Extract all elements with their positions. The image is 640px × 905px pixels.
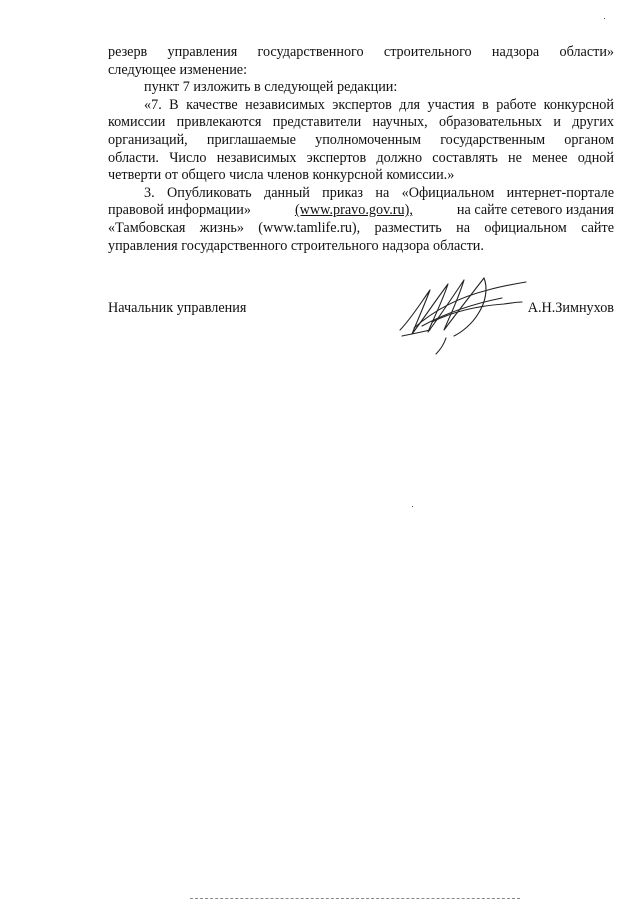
line-5: комиссии привлекаются представители научных, образовательных и других — [108, 114, 614, 131]
line-7: области. Число независимых экспертов должно составлять не менее одной — [108, 149, 614, 166]
line-8: четверти от общего числа членов конкурсной комиссии.» — [108, 167, 455, 184]
handwritten-signature — [392, 268, 532, 358]
line-10-pre: правовой информации» — [108, 202, 251, 219]
word: строительного — [383, 44, 472, 60]
scan-speck — [604, 18, 605, 19]
line-10-post: на сайте сетевого издания — [456, 202, 614, 219]
line-10 — [108, 202, 614, 220]
word: резерв — [108, 44, 148, 60]
signatory-position: Начальник управления — [108, 300, 247, 316]
line-4: «7. В качестве независимых экспертов для участия в работе конкурсной — [144, 96, 614, 113]
line-2: следующее изменение: — [108, 61, 248, 78]
word: государственного — [257, 44, 364, 60]
line-3: пункт 7 изложить в следующей редакции: — [144, 79, 398, 96]
signature-block — [108, 300, 614, 320]
scan-speck — [412, 506, 413, 507]
line-1 — [108, 44, 614, 62]
word: надзора — [491, 44, 540, 60]
line-11: «Тамбовская жизнь» (www.tamlife.ru), разместить на официальном сайте — [108, 219, 614, 236]
pravo-link[interactable]: (www.pravo.gov.ru), — [294, 202, 413, 219]
scan-edge — [190, 898, 520, 899]
word: управления — [167, 44, 238, 60]
line-12: управления государственного строительного надзора области. — [108, 237, 484, 254]
line-6: организаций, приглашаемые уполномоченным государственным органом — [108, 131, 614, 148]
word: области» — [559, 44, 615, 60]
signatory-name: А.Н.Зимнухов — [527, 300, 614, 316]
body-text — [108, 44, 614, 255]
line-9: 3. Опубликовать данный приказ на «Официальном интернет-портале — [144, 184, 614, 201]
